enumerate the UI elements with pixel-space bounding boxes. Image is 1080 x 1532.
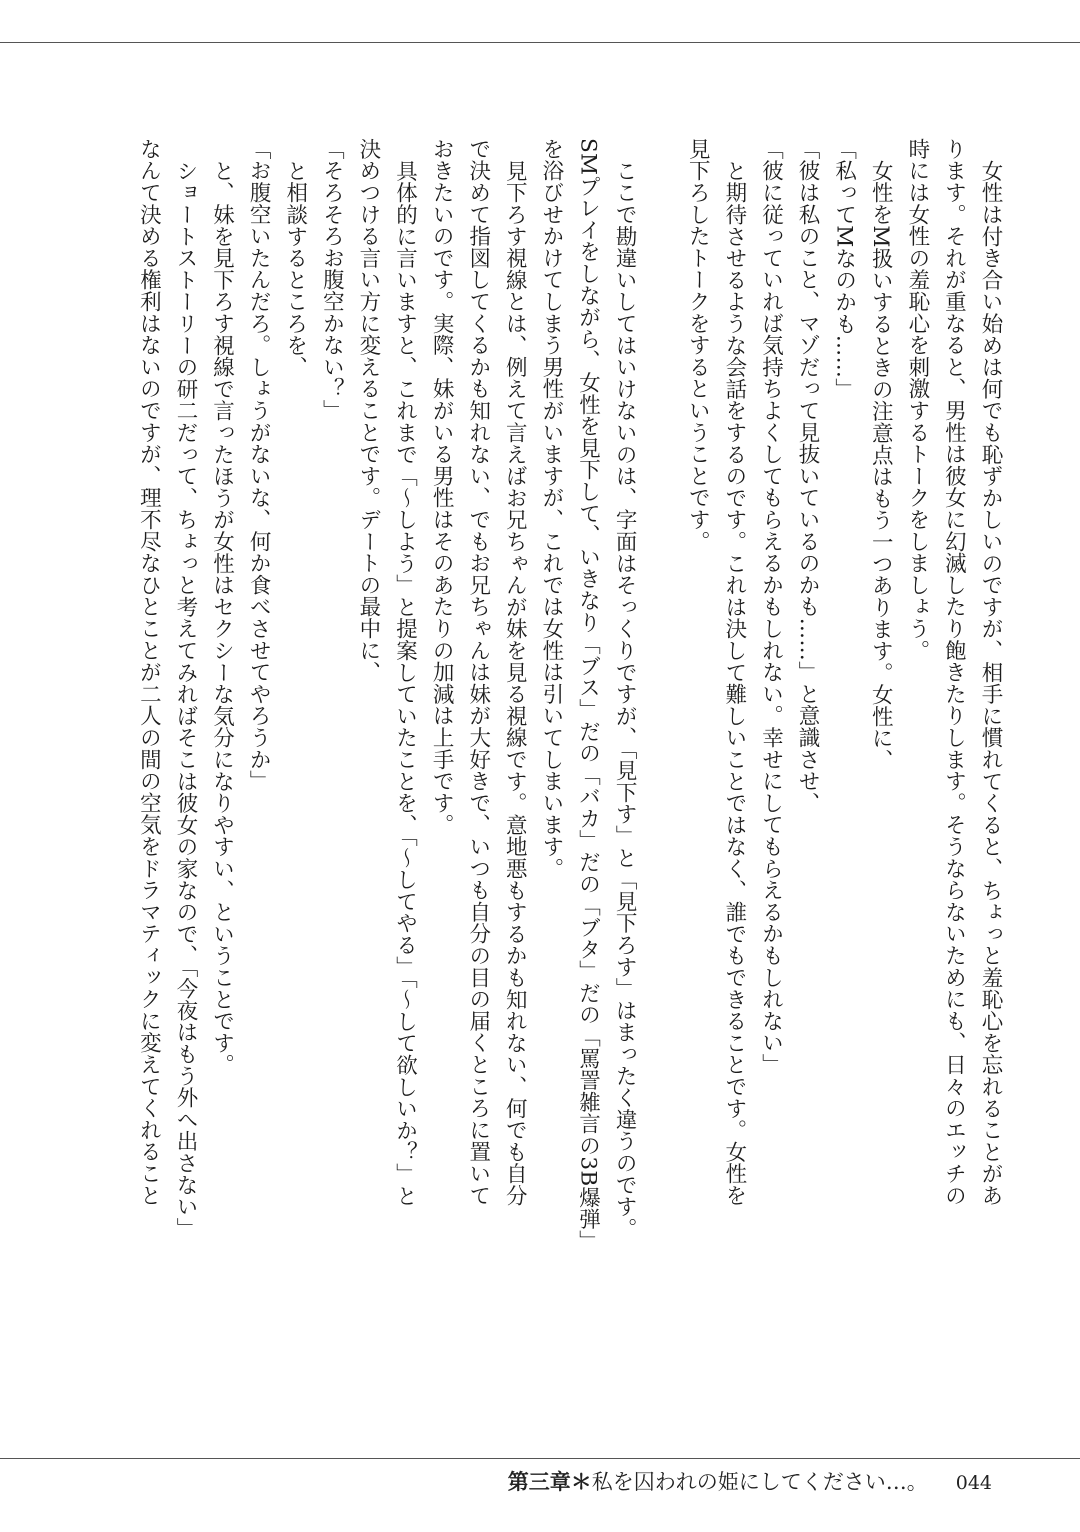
body-line-23: ショートストーリーの研二だって、ちょっと考えてみればそこは彼女の家なので、「今夜はもう外へ出さない」 (172, 159, 198, 1239)
header-rule (0, 42, 1080, 43)
chapter-label: 第三章＊ (507, 1469, 592, 1494)
body-line-8: と期待させるような会話をするのです。これは決して難しいことではなく、誰でもできることです。女性を (721, 159, 747, 1206)
body-line-18: 決めつける言い方に変えることです。デートの最中に、 (355, 138, 381, 683)
body-line-24: なんて決める権利はないのですが、理不尽なひとことが二人の間の空気をドラマティックに変えてくれること (136, 138, 162, 1207)
paragraph-gap (642, 138, 679, 1178)
running-title (508, 1466, 928, 1496)
body-line-3: 時には女性の羞恥心を刺激するトークをしましょう。 (904, 138, 930, 662)
body-line-21: 「お腹空いたんだろ。しょうがないな、何か食べさせてやろうか」 (246, 138, 272, 792)
body-line-4: 女性をM扱いするときの注意点はもう一つあります。女性に、 (868, 159, 894, 771)
body-line-7: 「彼に従っていれば気持ちよくしてもらえるかもしれない。幸せにしてもらえるかもしれない」 (758, 138, 784, 1076)
body-line-19: 「そろそろお腹空かない？」 (319, 138, 345, 422)
body-line-13: を浴びせかけてしまう男性がいますが、これでは女性は引いてしまいます。 (538, 138, 564, 880)
page-footer (508, 1466, 992, 1496)
body-line-22: と、妹を見下ろす視線で言ったほうが女性はセクシーな気分になりやすい、ということです。 (209, 159, 235, 1076)
body-line-16: おきたいのです。実際、妹がいる男性はそのあたりの加減は上手です。 (429, 138, 455, 836)
body-line-11: ここで勘違いしてはいけないのは、字面はそっくりですが、「見下す」と「見下ろす」はまったく違うのです。 (612, 159, 638, 1239)
body-line-17: 具体的に言いますと、これまで「〜しよう」と提案していたことを、「〜してやる」「〜して欲しいか？」と (392, 159, 418, 1207)
body-line-15: で決めて指図してくるかも知れない、でもお兄ちゃんは妹が大好きで、いつも自分の目の届くところに置いて (465, 138, 491, 1207)
body-line-2: ります。それが重なると、男性は彼女に幻滅したり飽きたりします。そうならないためにも、日々のエッチの (941, 138, 967, 1207)
body-line-20: と相談するところを、 (282, 159, 308, 378)
body-line-1: 女性は付き合い始めは何でも恥ずかしいのですが、相手に慣れてくると、ちょっと羞恥心を忘れることがあ (978, 159, 1003, 1206)
body-text (58, 138, 1008, 1252)
body-line-12: SMプレイをしながら、女性を見下して、いきなり「ブス」だの「バカ」だの「ブタ」だの「罵詈雑言の3B爆弾」 (575, 138, 601, 1252)
chapter-title: 私を囚われの姫にしてください…。 (591, 1470, 928, 1494)
body-line-6: 「彼は私のこと、マゾだって見抜いているのかも……」と意識させ、 (795, 138, 821, 814)
body-line-5: 「私ってMなのかも……」 (831, 138, 857, 401)
body-line-14: 見下ろす視線とは、例えて言えばお兄ちゃんが妹を見る視線です。意地悪もするかも知れない、何でも自分 (502, 159, 528, 1206)
page-number: 044 (955, 1472, 992, 1494)
body-line-9: 見下ろしたトークをするということです。 (685, 138, 711, 553)
footer-rule (0, 1458, 1080, 1459)
